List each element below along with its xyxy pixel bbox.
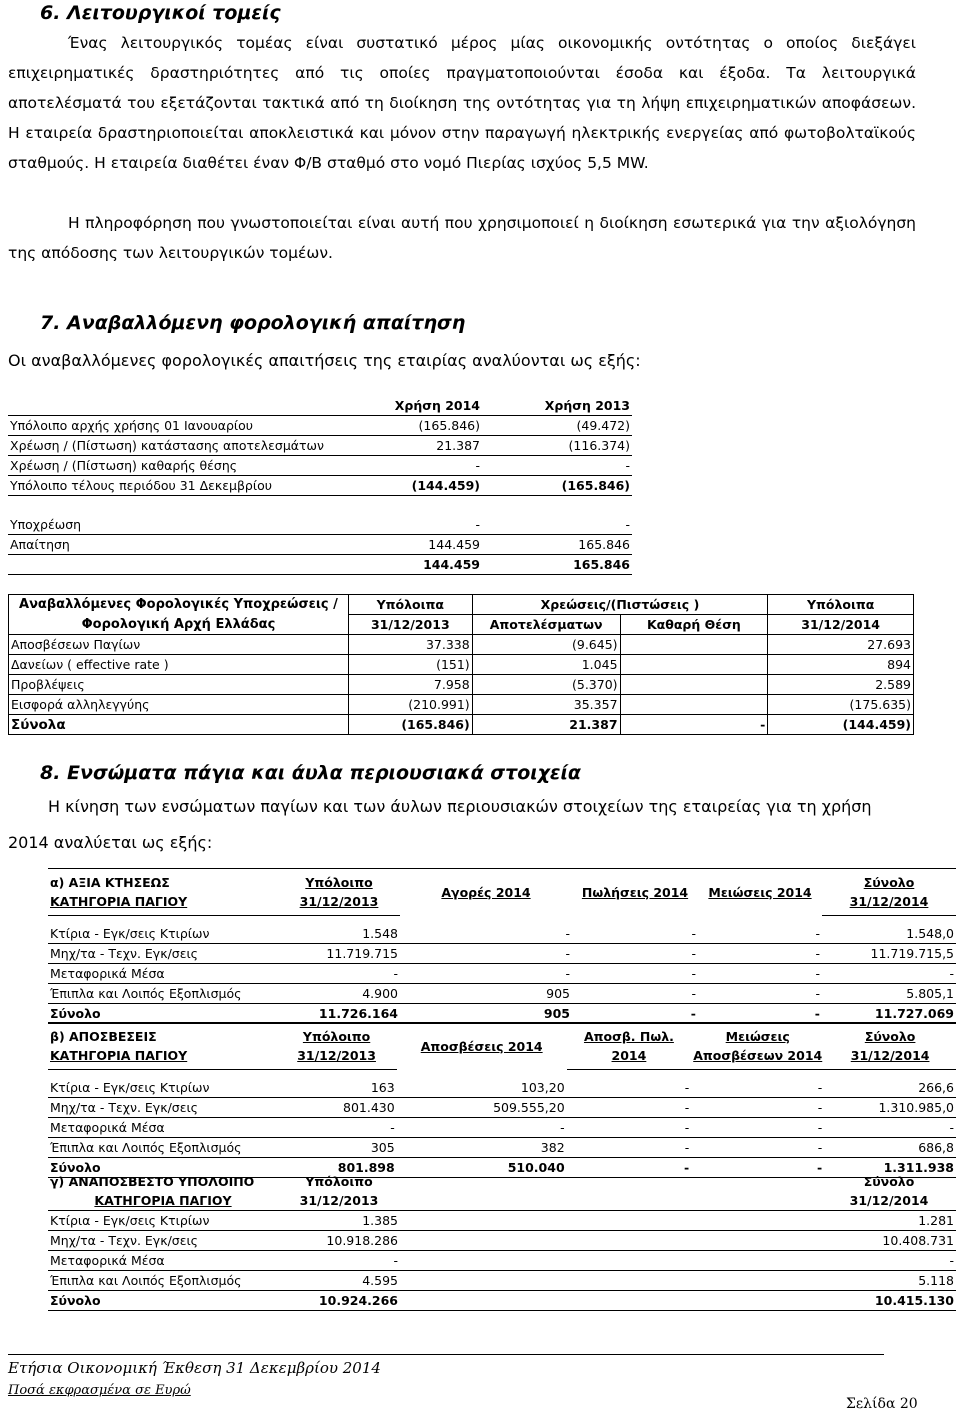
cell-value: (144.459) bbox=[768, 715, 914, 735]
section-6-title: 6. Λειτουργικοί τομείς bbox=[40, 2, 281, 24]
header-balance-2014: Υπόλοιπα bbox=[768, 595, 914, 615]
table-row bbox=[48, 924, 956, 944]
row-label: Δανείων ( effective rate ) bbox=[9, 655, 349, 675]
cell-value: - bbox=[822, 1251, 956, 1271]
cell-value: - bbox=[572, 1004, 698, 1024]
cell-value: - bbox=[572, 924, 698, 944]
table-row bbox=[8, 535, 632, 555]
cell-value: (165.846) bbox=[482, 476, 632, 496]
header-equity: Καθαρή Θέση bbox=[620, 615, 768, 635]
header-date: 31/12/2014 bbox=[822, 1191, 956, 1211]
header-category: ΚΑΤΗΓΟΡΙΑ ΠΑΓΙΟΥ bbox=[48, 892, 278, 916]
row-label: Μεταφορικά Μέσα bbox=[48, 964, 278, 984]
header-reductions-depr: Αποσβέσεων 2014 bbox=[691, 1046, 824, 1070]
table-row bbox=[48, 1078, 956, 1098]
net-book-value-table bbox=[48, 1172, 956, 1311]
cell-value: - bbox=[400, 944, 572, 964]
header-sales: Πωλήσεις 2014 bbox=[572, 869, 698, 916]
row-label: Σύνολο bbox=[48, 1004, 278, 1024]
cell-value: 21.387 bbox=[368, 436, 482, 456]
cell-value: - bbox=[567, 1158, 692, 1178]
cell-value: - bbox=[567, 1118, 692, 1138]
cell-value: 163 bbox=[276, 1078, 396, 1098]
header-date: 31/12/2013 bbox=[276, 1046, 396, 1070]
cell-value: (210.991) bbox=[348, 695, 472, 715]
table-row bbox=[8, 436, 632, 456]
header-reductions: Μειώσεις bbox=[691, 1023, 824, 1047]
cell-value bbox=[620, 695, 768, 715]
cell-value: - bbox=[567, 1078, 692, 1098]
cell-value: - bbox=[691, 1138, 824, 1158]
table-row bbox=[48, 1118, 956, 1138]
table-row bbox=[48, 1098, 956, 1118]
header-reductions: Μειώσεις 2014 bbox=[698, 869, 822, 916]
cell-value: 1.310.985,0 bbox=[824, 1098, 956, 1118]
header-section-label: γ) ΑΝΑΠΟΣΒΕΣΤΟ ΥΠΟΛΟΙΠΟ bbox=[50, 1174, 255, 1189]
row-label: Κτίρια - Εγκ/σεις Κτιρίων bbox=[48, 1078, 276, 1098]
section-6-paragraph-2: Η πληροφόρηση που γνωστοποιείται είναι αυτή που χρησιμοποιεί η διοίκηση εσωτερικά για την αξιολόγηση της απόδοσης των λειτουργικών τομέων. bbox=[8, 214, 916, 262]
cell-value: 1.548,0 bbox=[822, 924, 956, 944]
cell-value: - bbox=[698, 944, 822, 964]
cell-value: 103,20 bbox=[397, 1078, 567, 1098]
header-date: 31/12/2013 bbox=[278, 892, 400, 916]
header-label: Αναβαλλόμενες Φορολογικές Υποχρεώσεις / bbox=[19, 597, 338, 613]
cell-value: 686,8 bbox=[824, 1138, 956, 1158]
cell-value: 35.357 bbox=[472, 695, 620, 715]
row-label: Χρέωση / (Πίστωση) καθαρής θέσης bbox=[8, 456, 368, 476]
table-row-total bbox=[8, 555, 632, 575]
cell-value: - bbox=[278, 964, 400, 984]
cell-value: 21.387 bbox=[472, 715, 620, 735]
table-row bbox=[48, 1211, 956, 1231]
row-label: Κτίρια - Εγκ/σεις Κτιρίων bbox=[48, 1211, 278, 1231]
cell-value: - bbox=[691, 1118, 824, 1138]
cell-value: (151) bbox=[348, 655, 472, 675]
table-header-row bbox=[9, 615, 914, 635]
deferred-tax-breakdown-table bbox=[8, 594, 914, 735]
table-row bbox=[9, 655, 914, 675]
table-header-row bbox=[48, 1023, 956, 1047]
cell-value: (49.472) bbox=[482, 416, 632, 436]
cell-value: (165.846) bbox=[348, 715, 472, 735]
cell-value: 11.726.164 bbox=[278, 1004, 400, 1024]
row-label: Προβλέψεις bbox=[9, 675, 349, 695]
cell-value: 37.338 bbox=[348, 635, 472, 655]
cell-value: 10.918.286 bbox=[278, 1231, 400, 1251]
cell-value: (5.370) bbox=[472, 675, 620, 695]
cell-value: 266,6 bbox=[824, 1078, 956, 1098]
header-results: Αποτελέσματων bbox=[472, 615, 620, 635]
cell-value: 1.385 bbox=[278, 1211, 400, 1231]
table-row bbox=[48, 984, 956, 1004]
section-7-title: 7. Αναβαλλόμενη φορολογική απαίτηση bbox=[40, 312, 466, 334]
cell-value: 10.408.731 bbox=[822, 1231, 956, 1251]
row-label: Μηχ/τα - Τεχν. Εγκ/σεις bbox=[48, 944, 278, 964]
section-6-paragraph-1: Ένας λειτουργικός τομέας είναι συστατικό μέρος μίας οικονομικής οντότητας ο οποίος διεξάγει επιχειρηματικές δραστηριότητες από τις οποίες πραγματοποιούνται έσοδα και έξοδα. Τα λειτουργικά αποτελέσματά του εξετάζονται τακτικά από τη διοίκηση της οντότητας για τη λήψη επιχειρηματικών αποφάσεων. Η εταιρεία δραστηριοποιείται αποκλειστικά και μόνον στην παραγωγή ηλεκτρικής ενεργείας από φωτοβολταϊκούς σταθμούς. Η εταιρεία διαθέτει έναν Φ/Β σταθμό στο νομό Πιερίας ισχύος 5,5 MW. bbox=[8, 34, 916, 172]
cell-value: - bbox=[572, 964, 698, 984]
cell-value: 1.548 bbox=[278, 924, 400, 944]
table-row bbox=[9, 635, 914, 655]
row-label: Υπόλοιπο τέλους περιόδου 31 Δεκεμβρίου bbox=[8, 476, 368, 496]
cell-value: 165.846 bbox=[482, 535, 632, 555]
table-row bbox=[8, 456, 632, 476]
cell-value: - bbox=[620, 715, 768, 735]
row-label: Σύνολο bbox=[48, 1291, 278, 1311]
section-8-title: 8. Ενσώματα πάγια και άυλα περιουσιακά στοιχεία bbox=[40, 762, 581, 784]
table-row bbox=[48, 1138, 956, 1158]
cell-value: 905 bbox=[400, 1004, 572, 1024]
cell-value: 144.459 bbox=[368, 535, 482, 555]
table-header-row bbox=[9, 595, 914, 615]
cell-value: (144.459) bbox=[368, 476, 482, 496]
cell-value: - bbox=[698, 984, 822, 1004]
row-label: Μεταφορικά Μέσα bbox=[48, 1118, 276, 1138]
row-label: Υπόλοιπο αρχής χρήσης 01 Ιανουαρίου bbox=[8, 416, 368, 436]
row-label: Έπιπλα και Λοιπός Εξοπλισμός bbox=[48, 984, 278, 1004]
table-row-total bbox=[9, 715, 914, 735]
cell-value: 27.693 bbox=[768, 635, 914, 655]
cell-value: 510.040 bbox=[397, 1158, 567, 1178]
header-depreciation: Αποσβέσεις 2014 bbox=[397, 1023, 567, 1070]
cell-value: - bbox=[698, 964, 822, 984]
row-label: Χρέωση / (Πίστωση) κατάστασης αποτελεσμάτων bbox=[8, 436, 368, 456]
header-category: ΚΑΤΗΓΟΡΙΑ ΠΑΓΙΟΥ bbox=[48, 1191, 278, 1211]
cell-value: - bbox=[691, 1158, 824, 1178]
header-balance-2013: Υπόλοιπο bbox=[278, 869, 400, 893]
table-row bbox=[48, 944, 956, 964]
header-total-2014: Σύνολο bbox=[822, 869, 956, 893]
table-header-row bbox=[48, 1191, 956, 1211]
header-date-2013: 31/12/2013 bbox=[348, 615, 472, 635]
cell-value: - bbox=[278, 1251, 400, 1271]
row-label: Σύνολα bbox=[11, 716, 66, 733]
cell-value: 4.900 bbox=[278, 984, 400, 1004]
cell-value: (116.374) bbox=[482, 436, 632, 456]
header-balance-2013: Υπόλοιπα bbox=[348, 595, 472, 615]
cell-value: 5.118 bbox=[822, 1271, 956, 1291]
cell-value: - bbox=[400, 924, 572, 944]
section-8-intro-line1: Η κίνηση των ενσώματων παγίων και των άυλων περιουσιακών στοιχείων της εταιρείας για τη χρήση bbox=[48, 797, 872, 816]
cell-value: - bbox=[572, 984, 698, 1004]
header-balance-2013: Υπόλοιπο bbox=[276, 1023, 396, 1047]
header-date: 31/12/2014 bbox=[822, 892, 956, 916]
cell-value: - bbox=[567, 1098, 692, 1118]
section-7-intro: Οι αναβαλλόμενες φορολογικές απαιτήσεις της εταιρίας αναλύονται ως εξής: bbox=[8, 351, 641, 370]
deferred-tax-movement-table bbox=[8, 396, 632, 575]
cell-value: 905 bbox=[400, 984, 572, 1004]
cell-value: 10.415.130 bbox=[822, 1291, 956, 1311]
cell-value: 4.595 bbox=[278, 1271, 400, 1291]
header-label: Φορολογική Αρχή Ελλάδας bbox=[9, 615, 349, 635]
depreciation-table bbox=[48, 1022, 956, 1178]
header-charges: Χρεώσεις/(Πιστώσεις ) bbox=[472, 595, 768, 615]
cell-value: 11.719.715,5 bbox=[822, 944, 956, 964]
table-row bbox=[8, 416, 632, 436]
cell-value: 5.805,1 bbox=[822, 984, 956, 1004]
header-date-2014: 31/12/2014 bbox=[768, 615, 914, 635]
cell-value: 1.045 bbox=[472, 655, 620, 675]
header-section-label: α) ΑΞΙΑ ΚΤΗΣΕΩΣ bbox=[48, 869, 278, 893]
cell-value: (165.846) bbox=[368, 416, 482, 436]
cell-value: 165.846 bbox=[482, 555, 632, 575]
cell-value: - bbox=[397, 1118, 567, 1138]
cell-value: 11.727.069 bbox=[822, 1004, 956, 1024]
cell-value: (175.635) bbox=[768, 695, 914, 715]
row-label: Κτίρια - Εγκ/σεις Κτιρίων bbox=[48, 924, 278, 944]
header-total-2014: Σύνολο bbox=[863, 1174, 915, 1189]
row-label: Μηχ/τα - Τεχν. Εγκ/σεις bbox=[48, 1098, 276, 1118]
table-header-row bbox=[48, 869, 956, 893]
table-row bbox=[48, 1271, 956, 1291]
cell-value: - bbox=[698, 1004, 822, 1024]
cell-value: - bbox=[698, 924, 822, 944]
header-purchases: Αγορές 2014 bbox=[400, 869, 572, 916]
cell-value: 509.555,20 bbox=[397, 1098, 567, 1118]
cell-value: 801.898 bbox=[276, 1158, 396, 1178]
table-row-total bbox=[48, 1004, 956, 1024]
cell-value: 7.958 bbox=[348, 675, 472, 695]
footer-report-title: Ετήσια Οικονομική Έκθεση 31 Δεκεμβρίου 2014 bbox=[8, 1359, 381, 1377]
cell-value: 11.719.715 bbox=[278, 944, 400, 964]
cell-value: - bbox=[276, 1118, 396, 1138]
row-label: Μηχ/τα - Τεχν. Εγκ/σεις bbox=[48, 1231, 278, 1251]
cell-value: (9.645) bbox=[472, 635, 620, 655]
cell-value: - bbox=[691, 1078, 824, 1098]
cell-value: - bbox=[822, 964, 956, 984]
table-row bbox=[48, 1231, 956, 1251]
table-header-row bbox=[48, 1172, 956, 1191]
header-date: 31/12/2013 bbox=[278, 1191, 400, 1211]
cell-value: 1.281 bbox=[822, 1211, 956, 1231]
header-year-2014: Χρήση 2014 bbox=[368, 396, 482, 416]
row-label: Σύνολο bbox=[48, 1158, 276, 1178]
row-label: Υποχρέωση bbox=[8, 515, 368, 535]
header-balance-2013: Υπόλοιπο bbox=[305, 1174, 373, 1189]
cell-value: - bbox=[482, 515, 632, 535]
header-section-label: β) ΑΠΟΣΒΕΣΕΙΣ bbox=[48, 1023, 276, 1047]
table-row bbox=[48, 1251, 956, 1271]
cell-value: - bbox=[368, 456, 482, 476]
cell-value: 10.924.266 bbox=[278, 1291, 400, 1311]
cell-value bbox=[620, 675, 768, 695]
cell-value: 2.589 bbox=[768, 675, 914, 695]
table-row bbox=[9, 675, 914, 695]
section-8-intro-line2: 2014 αναλύεται ως εξής: bbox=[8, 833, 213, 852]
cell-value: - bbox=[400, 964, 572, 984]
row-label: Απαίτηση bbox=[8, 535, 368, 555]
table-row bbox=[9, 695, 914, 715]
cell-value: - bbox=[567, 1138, 692, 1158]
table-header-row bbox=[8, 396, 632, 416]
table-row-total bbox=[8, 476, 632, 496]
cell-value: - bbox=[824, 1118, 956, 1138]
cell-value: 305 bbox=[276, 1138, 396, 1158]
header-category: ΚΑΤΗΓΟΡΙΑ ΠΑΓΙΟΥ bbox=[48, 1046, 276, 1070]
row-label: Αποσβέσεων Παγίων bbox=[9, 635, 349, 655]
acquisition-value-table bbox=[48, 868, 956, 1024]
footer-rule bbox=[8, 1354, 884, 1355]
table-row bbox=[48, 964, 956, 984]
cell-value: 144.459 bbox=[368, 555, 482, 575]
cell-value: - bbox=[572, 944, 698, 964]
cell-value: - bbox=[368, 515, 482, 535]
table-row-total bbox=[48, 1291, 956, 1311]
header-depr-sales: Αποσβ. Πωλ. bbox=[567, 1023, 692, 1047]
row-label bbox=[8, 555, 368, 575]
row-label: Μεταφορικά Μέσα bbox=[48, 1251, 278, 1271]
row-label: Έπιπλα και Λοιπός Εξοπλισμός bbox=[48, 1271, 278, 1291]
cell-value: 1.311.938 bbox=[824, 1158, 956, 1178]
header-year: 2014 bbox=[567, 1046, 692, 1070]
table-row bbox=[8, 515, 632, 535]
row-label: Εισφορά αλληλεγγύης bbox=[9, 695, 349, 715]
header-date: 31/12/2014 bbox=[824, 1046, 956, 1070]
cell-value: 894 bbox=[768, 655, 914, 675]
header-total-2014: Σύνολο bbox=[824, 1023, 956, 1047]
page-number: Σελίδα 20 bbox=[846, 1396, 918, 1412]
footer-currency-note: Ποσά εκφρασμένα σε Ευρώ bbox=[8, 1383, 191, 1398]
header-year-2013: Χρήση 2013 bbox=[482, 396, 632, 416]
cell-value: - bbox=[482, 456, 632, 476]
cell-value: 801.430 bbox=[276, 1098, 396, 1118]
cell-value: - bbox=[691, 1098, 824, 1118]
cell-value bbox=[620, 635, 768, 655]
cell-value: 382 bbox=[397, 1138, 567, 1158]
row-label: Έπιπλα και Λοιπός Εξοπλισμός bbox=[48, 1138, 276, 1158]
cell-value bbox=[620, 655, 768, 675]
